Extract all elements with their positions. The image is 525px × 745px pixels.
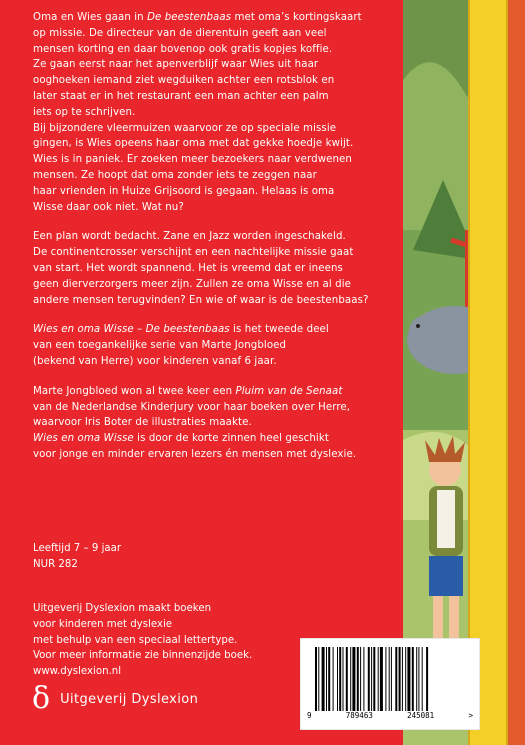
barcode-bar	[328, 647, 330, 711]
barcode-bar	[399, 647, 401, 711]
barcode-bar	[418, 647, 419, 711]
barcode-bar	[405, 647, 406, 711]
blurb-paragraph-1: Oma en Wies gaan in De beestenbaas met oma’s kortingskaart op missie. De directeur van de dierentuin geeft aan veel mensen korting en daar bovenop ook gratis kopjes koffie. Ze gaan eerst naar het apenverblijf waar Wies uit haar ooghoeken iemand ziet wegduiken achter een rotsblok en later staat er in het restaurant een man achter een palm iets op te schrijven. Bij bijzondere vleermuizen waarvoor ze op speciale missie gingen, is Wies opeens haar oma met dat gekke hoedje kwijt. Wies is in paniek. Er zoeken meer bezoekers naar verdwenen mensen. Ze hoopt dat oma zonder iets te zeggen naar haar vrienden in Huize Grijsoord is gegaan. Helaas is oma Wisse daar ook niet. Wat nu?	[33, 12, 362, 213]
age-range: Leeftijd 7 – 9 jaar	[33, 543, 122, 554]
spine-yellow-band	[468, 0, 508, 745]
barcode-bar	[343, 647, 344, 711]
cover-edge-strip	[508, 0, 525, 745]
barcode-bar	[322, 647, 325, 711]
barcode-digits: 9 789463 245081 >	[307, 711, 473, 720]
barcode-bar	[402, 647, 403, 711]
publisher-name: Uitgeverij Dyslexion	[60, 691, 199, 707]
award-name: Pluim van de Senaat	[235, 385, 343, 397]
barcode-bar	[389, 647, 390, 711]
book-meta	[33, 541, 121, 573]
barcode-bar	[337, 647, 338, 711]
barcode-bar	[395, 647, 397, 711]
barcode-bar	[422, 647, 423, 711]
barcode-bar	[363, 647, 364, 711]
barcode-bar	[350, 647, 351, 711]
barcode-bars	[315, 647, 465, 711]
barcode-bar	[333, 647, 334, 711]
barcode-bar	[373, 647, 375, 711]
barcode-bar	[352, 647, 355, 711]
barcode-bar	[426, 647, 428, 711]
barcode-bar	[326, 647, 327, 711]
blurb-text	[33, 10, 403, 463]
barcode-bar	[378, 647, 379, 711]
barcode-bar	[407, 647, 410, 711]
barcode-bar	[368, 647, 370, 711]
barcode-bar	[380, 647, 383, 711]
barcode-bar	[385, 647, 386, 711]
publisher-website: www.dyslexion.nl	[33, 666, 122, 678]
blurb-paragraph-2: Een plan wordt bedacht. Zane en Jazz worden ingeschakeld. De continentcrosser verschijnt en een nachtelijke missie gaat van start. Het wordt spannend. Het is vreemd dat er ineens geen dierverzorgers meer zijn. Zullen ze oma Wisse en al die andere mensen terugvinden? En wie of waar is de beestenbaas?	[33, 231, 369, 306]
publisher-info: Uitgeverij Dyslexion maakt boeken voor kinderen met dyslexie met behulp van een speciaal lettertype. Voor meer informatie zie binnenzijde boek. www.dyslexion.nl	[33, 601, 252, 680]
publisher-logo	[32, 681, 199, 716]
blurb-paragraph-4: Marte Jongbloed won al twee keer een Pluim van de Senaat van de Nederlandse Kinderjury voor haar boeken over Herre, waarvoor Iris Boter de illustraties maakte. Wies en oma Wisse is door de korte zinnen heel geschikt voor jonge en minder ervaren lezers én mensen met dyslexie.	[33, 385, 357, 460]
series-title: Wies en oma Wisse – De beestenbaas	[33, 324, 230, 336]
series-name: Wies en oma Wisse	[33, 433, 134, 445]
barcode-bar	[371, 647, 372, 711]
delta-logo-icon: δ	[32, 681, 51, 716]
barcode-bar	[339, 647, 341, 711]
barcode-bar	[315, 647, 317, 711]
barcode-bar	[416, 647, 417, 711]
barcode-bar	[391, 647, 392, 711]
nur-code: NUR 282	[33, 558, 78, 570]
barcode-bar	[357, 647, 359, 711]
barcode-bar	[346, 647, 348, 711]
blurb-paragraph-3: Wies en oma Wisse – De beestenbaas is het tweede deel van een toegankelijke serie van Marte Jongbloed (bekend van Herre) voor kinderen vanaf 6 jaar.	[33, 324, 329, 367]
isbn-barcode	[300, 638, 480, 730]
barcode-bar	[412, 647, 414, 711]
book-title: De beestenbaas	[147, 12, 232, 23]
barcode-bar	[360, 647, 361, 711]
barcode-bar	[318, 647, 319, 711]
